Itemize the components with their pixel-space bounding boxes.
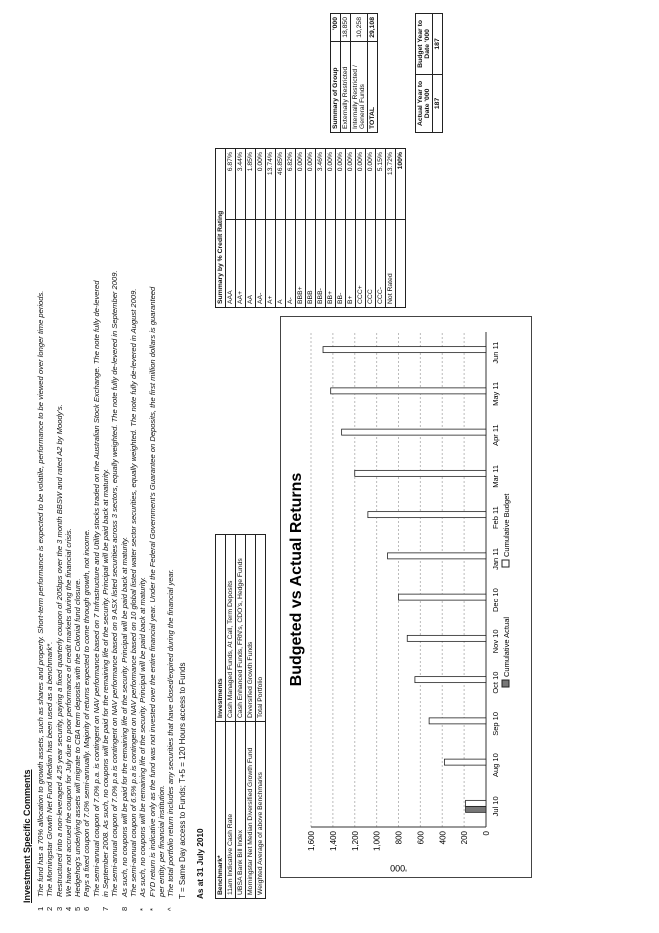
comment-text: The Morningstar Growth Net Fund Median has been used as a benchmark*. (45, 641, 55, 897)
rating-cell: CCC- (376, 219, 386, 307)
table-row (376, 149, 386, 308)
table-row (276, 149, 286, 308)
budget-col-header: Budget Year to Date '000 (416, 14, 433, 75)
y-tick-label: 800 (394, 831, 404, 845)
percent-cell: 6.82% (286, 149, 296, 220)
comment-text: Pays a fixed coupon of 7.0% semi-annually. Majority of returns expected to come through growth, not income. (82, 529, 92, 897)
comment-number: 8 (119, 906, 129, 911)
table-row (256, 149, 266, 308)
percent-cell: 13.72% (386, 149, 396, 220)
percent-cell: 13.74% (266, 149, 276, 220)
rating-cell: A (276, 219, 286, 307)
group-label-cell: Externally Restricted (341, 41, 351, 132)
returns-chart-svg (281, 317, 531, 877)
group-total-label: TOTAL (368, 41, 378, 132)
list-item (120, 31, 129, 911)
comment-text: The total portfolio return includes any securities that have closed/expired during the financial year. (166, 568, 176, 897)
list-item (55, 31, 64, 911)
table-row (316, 149, 326, 308)
percent-cell: 0.00% (366, 149, 376, 220)
y-tick-label: 0 (482, 831, 491, 836)
rating-cell: AA+ (236, 219, 246, 307)
y-axis-label: '000 (390, 863, 407, 873)
bar-budget (368, 512, 486, 518)
as-at-date: As at 31 July 2010 (196, 828, 205, 899)
credit-table-header (216, 149, 226, 308)
comment-number (157, 897, 166, 911)
table-row (386, 149, 396, 308)
table-row (236, 149, 246, 308)
group-label-cell: Internally Restricted / General Funds (351, 41, 368, 132)
rating-cell: CCC (366, 219, 376, 307)
comments-list (36, 31, 175, 911)
percent-cell: 1.85% (246, 149, 256, 220)
percent-cell: 0.00% (336, 149, 346, 220)
legend-label: Cumulative Actual (502, 616, 511, 677)
investments-cell: Total Portfolio (256, 535, 266, 722)
comment-number: 2 (45, 906, 55, 911)
comment-number: * (147, 908, 157, 911)
credit-rating-table (215, 148, 406, 308)
budget-value: 187 (433, 14, 443, 75)
percent-cell: 0.00% (256, 149, 266, 220)
percent-cell: 0.00% (356, 149, 366, 220)
rating-cell: Not Rated (386, 219, 396, 307)
bar-budget (399, 594, 487, 600)
actual-col-header: Actual Year to Date '000 (416, 74, 433, 132)
comment-number: * (138, 908, 148, 911)
x-tick-label: Aug 10 (491, 753, 500, 778)
investments-col-header: Investments (216, 535, 226, 722)
group-table-header (331, 14, 341, 133)
list-item (92, 31, 101, 911)
comment-text: Hedgehog's underlying assets will migrate to CBA term deposits with the Colonial fund closure. (73, 578, 83, 897)
table-row (433, 14, 443, 133)
y-tick-label: 1,600 (307, 831, 316, 852)
percent-cell: 0.00% (306, 149, 316, 220)
bar-budget (415, 677, 486, 683)
list-item (110, 31, 119, 911)
percent-cell: 3.46% (316, 149, 326, 220)
bar-budget (407, 635, 486, 641)
bar-budget (388, 553, 486, 559)
bar-budget (355, 470, 486, 476)
group-col-header: Summary of Group (331, 41, 341, 132)
credit-total-value: 100% (396, 149, 406, 220)
x-tick-label: Jul 10 (491, 796, 500, 817)
rating-cell: BBB (306, 219, 316, 307)
y-tick-label: 600 (416, 831, 426, 845)
rating-cell: A+ (266, 219, 276, 307)
comment-text: in September 2008. As such, no coupons will be paid for the remaining life of the security. Principal will be paid back at maturity. (101, 468, 111, 897)
comment-number: 4 (63, 906, 73, 911)
rating-cell: AA (246, 219, 256, 307)
y-tick-label: 1,400 (328, 831, 338, 852)
returns-chart (280, 316, 532, 878)
y-tick-label: 400 (438, 831, 448, 845)
benchmark-cell: Weighted Average of above Benchmarks (256, 722, 266, 899)
benchmark-cell: Morningstar Net Median Diversified Growth Fund (246, 722, 256, 899)
comment-text: Restructured into a non-leveraged 4.25 year security, paying a fixed quarterly coupon of 205bps over the 3 month BBSW and rated A2 by Moody's. (54, 404, 64, 897)
comment-text: per entity, per financial institution. (156, 784, 166, 897)
bar-budget (466, 800, 486, 806)
group-value-cell: 10,258 (351, 14, 368, 42)
access-note (178, 663, 187, 900)
table-row (226, 535, 236, 899)
credit-table-body (226, 149, 406, 308)
x-tick-label: Mar 11 (491, 464, 500, 488)
list-item (45, 31, 54, 911)
comment-number: 5 (73, 906, 83, 911)
y-tick-label: 1,200 (350, 831, 360, 852)
x-tick-label: Apr 11 (491, 424, 500, 446)
table-row (256, 535, 266, 899)
list-item (101, 31, 110, 911)
percent-cell: 46.85% (276, 149, 286, 220)
table-row (356, 149, 366, 308)
table-row (326, 149, 336, 308)
benchmark-table (215, 534, 266, 899)
table-row (341, 14, 351, 133)
table-row (306, 149, 316, 308)
rating-cell: BB- (336, 219, 346, 307)
comment-number: 3 (54, 906, 64, 911)
table-row (366, 149, 376, 308)
table-row (226, 149, 236, 308)
bar-budget (331, 388, 486, 394)
table-row (246, 535, 256, 899)
credit-table-title: Summary by % Credit Rating (216, 149, 226, 308)
list-item (138, 31, 147, 911)
list-item (64, 31, 73, 911)
rating-cell: BBB- (316, 219, 326, 307)
comment-text: The semi-annual coupon of 7.0% p.a. is contingent on NAV performance based on 7 Infrastructure and Utility stocks traded on the Australian Stock Exchange. The note fully de-levered (91, 280, 101, 897)
rating-cell: B+ (346, 219, 356, 307)
comment-text: We have not accrued the coupon for July due to poor performance of credit markets during the financial crisis. (63, 528, 73, 897)
x-tick-label: Dec 10 (491, 588, 500, 613)
percent-cell: 0.00% (296, 149, 306, 220)
table-row (236, 535, 246, 899)
legend-label: Cumulative Budget (502, 493, 511, 557)
x-tick-label: May 11 (491, 381, 500, 406)
list-item (82, 31, 91, 911)
bar-budget (429, 718, 486, 724)
table-row (286, 149, 296, 308)
investments-cell: Cash Enhanced Funds, FRN's, CDO's, Hedge Funds (236, 535, 246, 722)
rating-cell: A- (286, 219, 296, 307)
bar-budget (342, 429, 486, 435)
table-row (351, 14, 368, 133)
chart-title: Budgeted vs Actual Returns (288, 472, 305, 687)
legend-swatch (502, 680, 509, 687)
rating-cell: AA- (256, 219, 266, 307)
list-item (148, 31, 157, 911)
comments-title: Investment Specific Comments (22, 769, 32, 903)
y-tick-label: 1,000 (372, 831, 382, 852)
comment-number: ^ (166, 907, 176, 911)
comment-text: The semi-annual coupon of 6.5% p.a is contingent on NAV performance based on 10 global listed water sector securities, equally weighted. The note fully de-levered in August 2009. (128, 288, 138, 897)
rating-cell: BB+ (326, 219, 336, 307)
table-row (336, 149, 346, 308)
benchmark-col-header: Benchmark* (216, 722, 226, 899)
percent-cell: 3.44% (236, 149, 246, 220)
comment-number: 1 (36, 906, 45, 911)
percent-cell: 0.00% (326, 149, 336, 220)
table-row (246, 149, 256, 308)
comment-text: The fund has a 70% allocation to growth assets, such as shares and property. Short-term performance is expected to be volatile, performance to be viewed over longer time periods. (36, 290, 45, 897)
comment-number (110, 897, 119, 911)
comment-text: As such, no coupons will be paid for the remaining life of the security. Principal will be paid back at maturity. (119, 536, 129, 897)
comment-number: 6 (82, 906, 92, 911)
list-item (166, 31, 175, 911)
comment-number (129, 897, 138, 911)
percent-cell: 6.87% (226, 149, 236, 220)
actual-value: 187 (433, 74, 443, 132)
comment-text: FYD return is indicative only as the fund was not invested over the entire financial year. Under the Federal Government's Guarantee on Deposits, the first million dollars is guaranteed (147, 286, 157, 897)
comment-number (92, 897, 101, 911)
group-summary-table (330, 13, 378, 133)
x-tick-label: Jun 11 (491, 341, 500, 364)
x-tick-label: Oct 10 (491, 671, 500, 694)
list-item (73, 31, 82, 911)
access-note-text: T = Same Day access to Funds; T+5 = 120 Hours access to Funds (178, 662, 187, 899)
list-item (36, 31, 45, 911)
table-row-total (368, 14, 378, 133)
rating-cell: CCC+ (356, 219, 366, 307)
comment-number: 7 (101, 906, 111, 911)
table-row (266, 149, 276, 308)
table-row (296, 149, 306, 308)
bar-budget (444, 759, 486, 765)
benchmark-cell: UBSA Bank Bill Index (236, 722, 246, 899)
investments-cell: Diversified Growth Funds (246, 535, 256, 722)
investments-cell: Cash Managed Funds, At Call, Term Deposits (226, 535, 236, 722)
table-row (346, 149, 356, 308)
x-tick-label: Nov 10 (491, 629, 500, 654)
comment-text: As such, no coupons will be remaining life of the security. Principal will be paid back at maturity. (138, 576, 148, 897)
bar-actual (466, 806, 486, 812)
rating-cell: AAA (226, 219, 236, 307)
rating-cell: BBB+ (296, 219, 306, 307)
legend-swatch (502, 560, 509, 567)
group-total-value: 29,108 (368, 14, 378, 42)
table-row-total (396, 149, 406, 308)
actual-table-header (416, 14, 433, 133)
group-value-header: '000 (331, 14, 341, 42)
benchmark-cell: 11am Indicative Cash Rate (226, 722, 236, 899)
bar-budget (323, 347, 486, 353)
list-item (129, 31, 138, 911)
comment-text: The semi-annual coupon of 7.0% p.a is contingent on NAV performance based on 9 ASX listed securities across 3 sectors, equally weighted. The note fully de-levered in September 2009. (110, 270, 120, 897)
percent-cell: 0.00% (346, 149, 356, 220)
percent-cell: 5.15% (376, 149, 386, 220)
list-item (157, 31, 166, 911)
credit-total-label (396, 219, 406, 307)
group-value-cell: 18,850 (341, 14, 351, 42)
actual-vs-budget-table (415, 13, 443, 133)
x-tick-label: Jan 11 (491, 547, 500, 570)
x-tick-label: Feb 11 (491, 506, 500, 530)
benchmark-table-header (216, 535, 226, 899)
y-tick-label: 200 (460, 831, 470, 845)
x-tick-label: Sep 10 (491, 711, 500, 736)
